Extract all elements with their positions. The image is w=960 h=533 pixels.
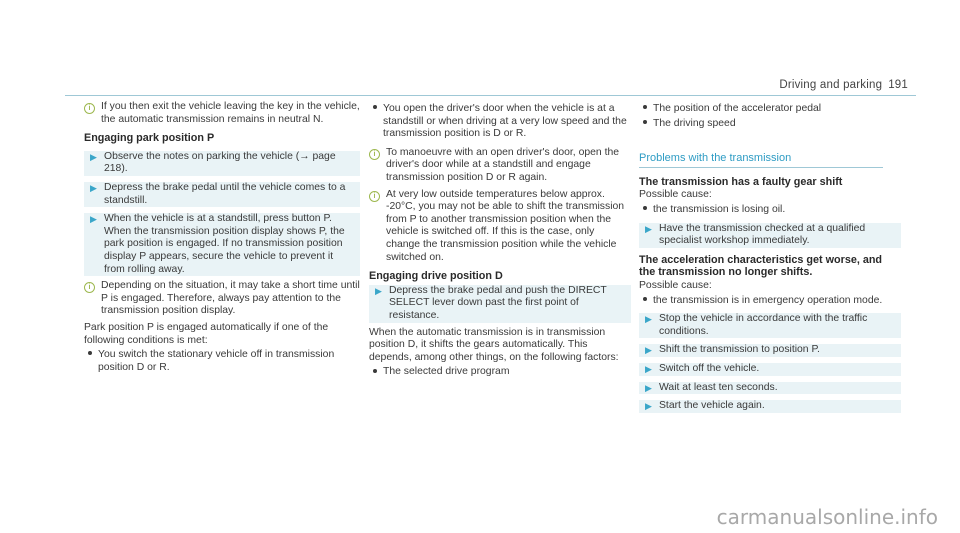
step-text: Have the transmission checked at a qualified specialist workshop immediately. (659, 222, 866, 247)
step-text: Stop the vehicle in accordance with the traffic conditions. (659, 313, 868, 337)
step-text: Switch off the vehicle. (659, 362, 760, 374)
step (639, 313, 901, 338)
list-item (639, 295, 901, 308)
step (84, 182, 360, 207)
triangle-right-icon: ▶ (645, 223, 652, 234)
dot-icon (639, 103, 653, 116)
info-circle-icon: i (84, 280, 101, 293)
list-item (639, 103, 901, 116)
triangle-right-icon: ▶ (645, 314, 652, 325)
triangle-right-icon: ▶ (90, 151, 97, 162)
column-1 (84, 101, 360, 376)
step (84, 151, 360, 176)
list-item-text: The position of the accelerator pedal (653, 103, 822, 114)
note-text: To manoeuvre with an open driver's door, open the driver's door while at a standstill and engage transmission position D or R again. (386, 146, 620, 183)
note-text: At very low outside temperatures below approx. -20°C, you may not be able to shift the transmission from P to another transmission position when the vehicle is switched off. If this is the case, only change the transmission position while the vehicle switched on. (386, 188, 625, 263)
triangle-right-icon: ▶ (645, 363, 652, 374)
section-heading: Problems with the transmission (639, 152, 792, 165)
list-item (369, 103, 631, 141)
step (639, 382, 901, 395)
column-3 (639, 101, 901, 417)
info-circle-icon: i (84, 101, 101, 114)
list-item (84, 349, 360, 374)
page-header (779, 79, 908, 91)
dot-icon (639, 118, 653, 131)
note (369, 147, 631, 185)
dot-icon (369, 103, 383, 141)
step (639, 344, 901, 357)
subheading: The transmission has a faulty gear shift (639, 175, 843, 188)
list-item-text: You switch the stationary vehicle off in transmission position D or R. (98, 349, 335, 373)
column-2 (369, 101, 631, 381)
step-text: Observe the notes on parking the vehicle (→ page 218). (104, 150, 336, 175)
subheading: The acceleration characteristics get worse, and the transmission no longer shifts. (639, 253, 883, 279)
step (639, 400, 901, 413)
step-text: Wait at least ten seconds. (659, 381, 778, 393)
paragraph: When the automatic transmission is in transmission position D, it shifts the gears automatically. This depends, among other things, on the following factors: (369, 326, 619, 363)
chapter-title: Driving and parking (779, 79, 883, 91)
triangle-right-icon: ▶ (90, 182, 97, 193)
step-text: Start the vehicle again. (659, 400, 765, 412)
info-circle-icon: i (369, 189, 386, 202)
note (84, 280, 360, 318)
subheading: Engaging park position P (84, 132, 215, 145)
dot-icon (369, 366, 383, 379)
step-text: Depress the brake pedal until the vehicle comes to a standstill. (104, 181, 346, 206)
cause-label: Possible cause: (639, 189, 712, 201)
dot-icon (639, 295, 653, 308)
note (84, 101, 360, 126)
triangle-right-icon: ▶ (645, 382, 652, 393)
header-rule (65, 95, 916, 96)
dot-icon (84, 349, 98, 374)
list-item-text: The selected drive program (383, 366, 510, 378)
triangle-right-icon: ▶ (375, 285, 382, 296)
note-text: If you then exit the vehicle leaving the key in the vehicle, the automatic transmission remains in neutral N. (101, 101, 360, 125)
cause-label: Possible cause: (639, 279, 712, 291)
section-rule (639, 167, 883, 168)
step-text: When the vehicle is at a standstill, press button P. When the transmission position display shows P, the park position is engaged. If no transmission position display P appears, secure the vehicle to prevent it from rolling away. (104, 213, 345, 275)
step (639, 363, 901, 376)
info-circle-icon: i (369, 147, 386, 160)
dot-icon (639, 204, 653, 217)
list-item-text: The driving speed (653, 117, 736, 129)
subheading: Engaging drive position D (369, 270, 503, 283)
list-item-text: the transmission is in emergency operation mode. (653, 294, 883, 306)
triangle-right-icon: ▶ (90, 214, 97, 225)
list-item (639, 204, 901, 217)
triangle-right-icon: ▶ (645, 401, 652, 412)
note (369, 189, 631, 265)
list-item (639, 118, 901, 131)
note-text: Depending on the situation, it may take a short time until P is engaged. Therefore, always pay attention to the transmission position display. (101, 280, 360, 317)
step (84, 213, 360, 276)
list-item-text: You open the driver's door when the vehicle is at a standstill or when driving at a very low speed and the transmission position is D or R. (383, 103, 627, 140)
list-item (369, 366, 631, 379)
step (369, 285, 631, 323)
step (639, 223, 901, 248)
step-text: Depress the brake pedal and push the DIRECT SELECT lever down past the first point of resistance. (389, 284, 607, 321)
triangle-right-icon: ▶ (645, 345, 652, 356)
page-number: 191 (888, 79, 908, 91)
watermark: carmanualsonline.info (716, 505, 938, 529)
paragraph: Park position P is engaged automatically if one of the following conditions is met: (84, 321, 329, 346)
step-text: Shift the transmission to position P. (659, 344, 820, 356)
list-item-text: the transmission is losing oil. (653, 203, 786, 215)
